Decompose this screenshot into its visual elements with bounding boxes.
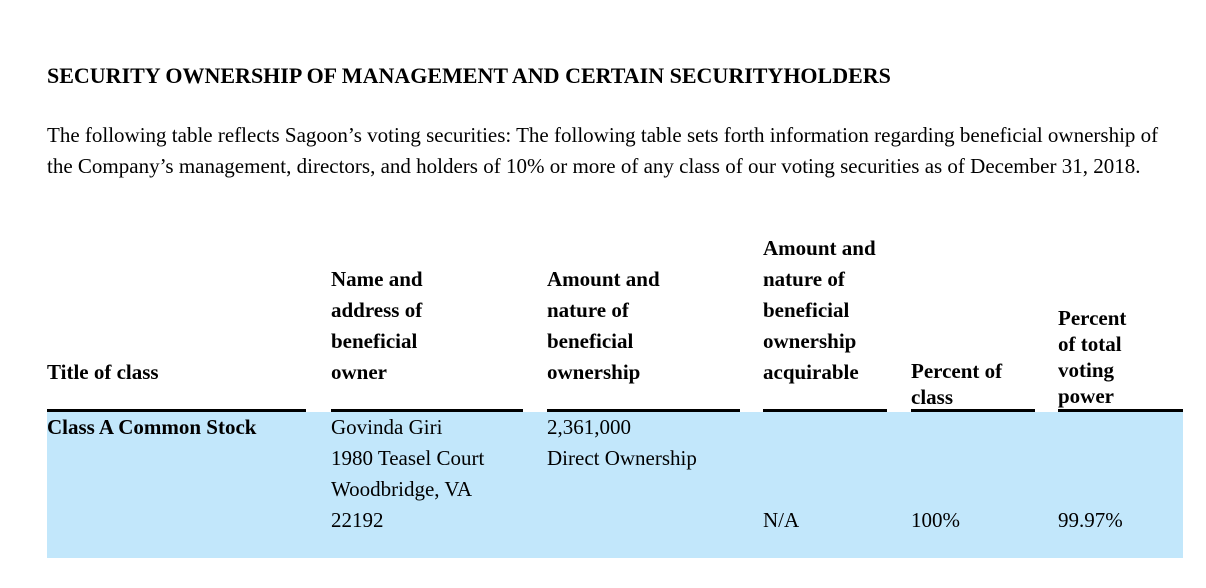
header-line: class	[911, 385, 953, 409]
header-line: Amount and	[763, 236, 876, 260]
header-line: nature of	[547, 298, 629, 322]
header-percent-voting-power	[1058, 305, 1126, 409]
header-line: beneficial	[763, 298, 850, 322]
cell-title-of-class: Class A Common Stock	[47, 415, 257, 439]
header-line: Title of class	[47, 360, 159, 384]
header-line: address of	[331, 298, 423, 322]
header-name-address	[331, 264, 423, 388]
address-line: Woodbridge, VA	[331, 477, 473, 501]
cell-percent-of-class: 100%	[911, 508, 960, 532]
cell-amount-nature	[547, 412, 697, 474]
header-line: Percent	[1058, 306, 1127, 330]
section-title: SECURITY OWNERSHIP OF MANAGEMENT AND CERTAIN SECURITYHOLDERS	[47, 63, 891, 88]
cell-name-address	[331, 412, 484, 536]
cell-amount-acquirable: N/A	[763, 508, 800, 532]
header-title-of-class	[47, 357, 159, 388]
header-line: ownership	[547, 360, 641, 384]
address-line: Govinda Giri	[331, 415, 443, 439]
header-line: acquirable	[763, 360, 859, 384]
header-line: voting	[1058, 358, 1115, 382]
header-line: owner	[331, 360, 387, 384]
header-line: Amount and	[547, 267, 660, 291]
header-line: of total	[1058, 332, 1122, 356]
header-line: Name and	[331, 267, 423, 291]
header-line: Percent of	[911, 359, 1003, 383]
header-percent-of-class	[911, 358, 1002, 410]
header-line: nature of	[763, 267, 845, 291]
header-line: power	[1058, 384, 1114, 408]
header-rule-percent-class	[911, 409, 1035, 412]
header-rule-acquirable	[763, 409, 887, 412]
address-line: 22192	[331, 508, 384, 532]
intro-paragraph: The following table reflects Sagoon’s voting securities: The following table sets forth information regarding beneficial ownership of the Company’s management, directors, and holders of 10% or more of any class of our voting securities as of December 31, 2018.	[47, 123, 1159, 178]
address-line: 1980 Teasel Court	[331, 446, 485, 470]
amount-line: 2,361,000	[547, 415, 631, 439]
header-rule-percent-voting	[1058, 409, 1183, 412]
header-amount-acquirable	[763, 233, 876, 388]
header-line: beneficial	[331, 329, 418, 353]
cell-percent-voting-power: 99.97%	[1058, 508, 1123, 532]
amount-line: Direct Ownership	[547, 446, 697, 470]
header-line: beneficial	[547, 329, 634, 353]
header-line: ownership	[763, 329, 857, 353]
header-amount-nature	[547, 264, 660, 388]
